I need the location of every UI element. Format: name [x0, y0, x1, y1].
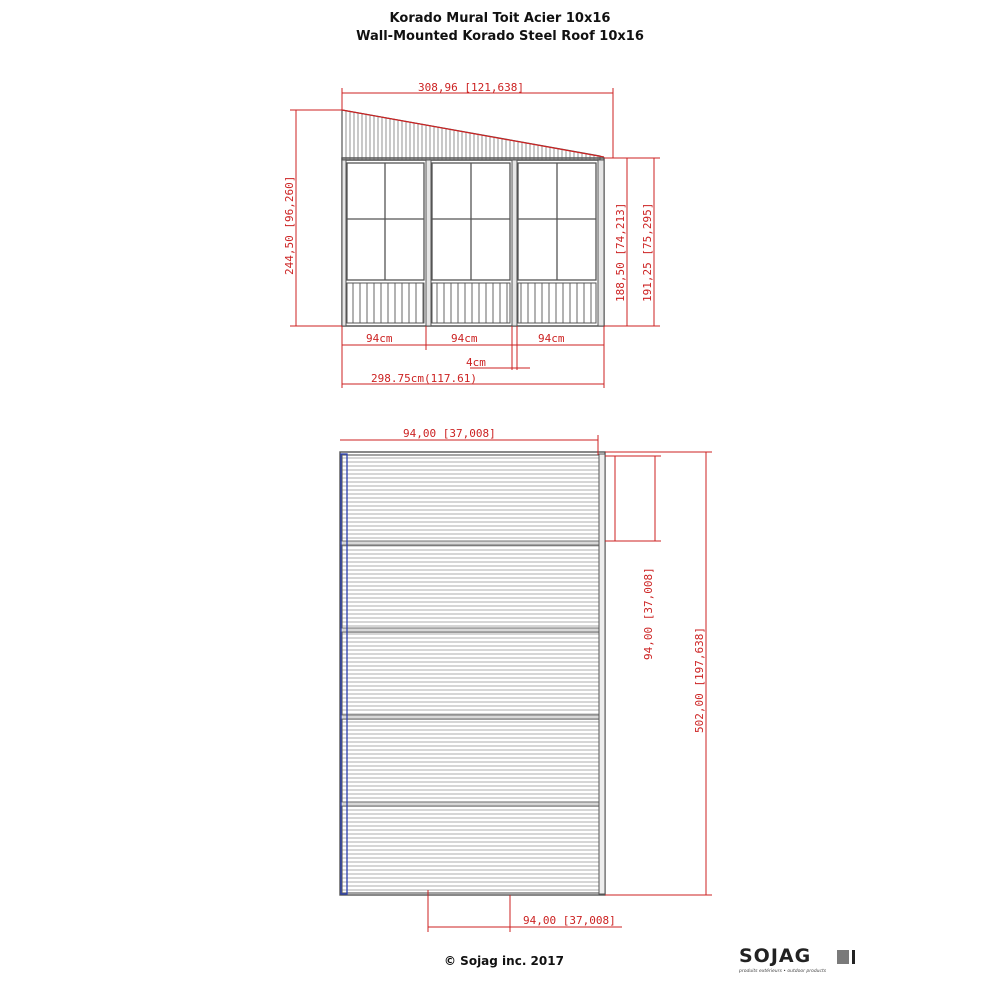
label-plan-top: 94,00 [37,008]: [403, 427, 496, 440]
plan-bay-1: [342, 455, 602, 542]
label-total-width: 308,96 [121,638]: [418, 81, 524, 94]
label-panel-3: 94cm: [538, 332, 565, 345]
title-french: Korado Mural Toit Acier 10x16: [389, 11, 611, 26]
label-total-height: 244,50 [96,260]: [283, 175, 296, 275]
front-panel-1: [347, 163, 424, 323]
label-plan-bay: 94,00 [37,008]: [642, 567, 655, 660]
copyright: © Sojag inc. 2017: [444, 954, 564, 968]
title-english: Wall-Mounted Korado Steel Roof 10x16: [356, 29, 644, 44]
label-plan-length: 502,00 [197,638]: [693, 627, 706, 733]
logo-bar-icon: [852, 950, 855, 964]
front-panel-3: [518, 163, 596, 323]
front-view: [283, 81, 660, 388]
label-wall-side-height: 188,50 [74,213]: [614, 202, 627, 302]
label-base-width: 298.75cm(117.61): [371, 372, 477, 385]
logo-square-icon: [837, 950, 849, 964]
logo-tagline: produits extérieurs • outdoor products: [739, 969, 827, 974]
label-plan-bottom: 94,00 [37,008]: [523, 914, 616, 927]
logo-wordmark: SOJAG: [739, 945, 812, 967]
plan-bay-4: [342, 719, 602, 803]
label-frame-height: 191,25 [75,295]: [641, 202, 654, 302]
post-left: [342, 160, 346, 326]
front-panel-2: [432, 163, 510, 323]
label-panel-2: 94cm: [451, 332, 478, 345]
post-mid-1: [426, 160, 431, 326]
plan-view: [340, 427, 712, 932]
sojag-logo: [739, 945, 869, 981]
post-right: [598, 160, 604, 326]
label-post-width: 4cm: [466, 356, 486, 369]
post-mid-2: [512, 160, 517, 326]
dim-total-height: [290, 110, 342, 326]
dim-plan-bay: [605, 456, 661, 541]
plan-gutter: [599, 454, 605, 894]
plan-bay-5: [342, 806, 602, 893]
label-panel-1: 94cm: [366, 332, 393, 345]
plan-bay-3: [342, 632, 602, 716]
plan-bay-2: [342, 545, 602, 629]
